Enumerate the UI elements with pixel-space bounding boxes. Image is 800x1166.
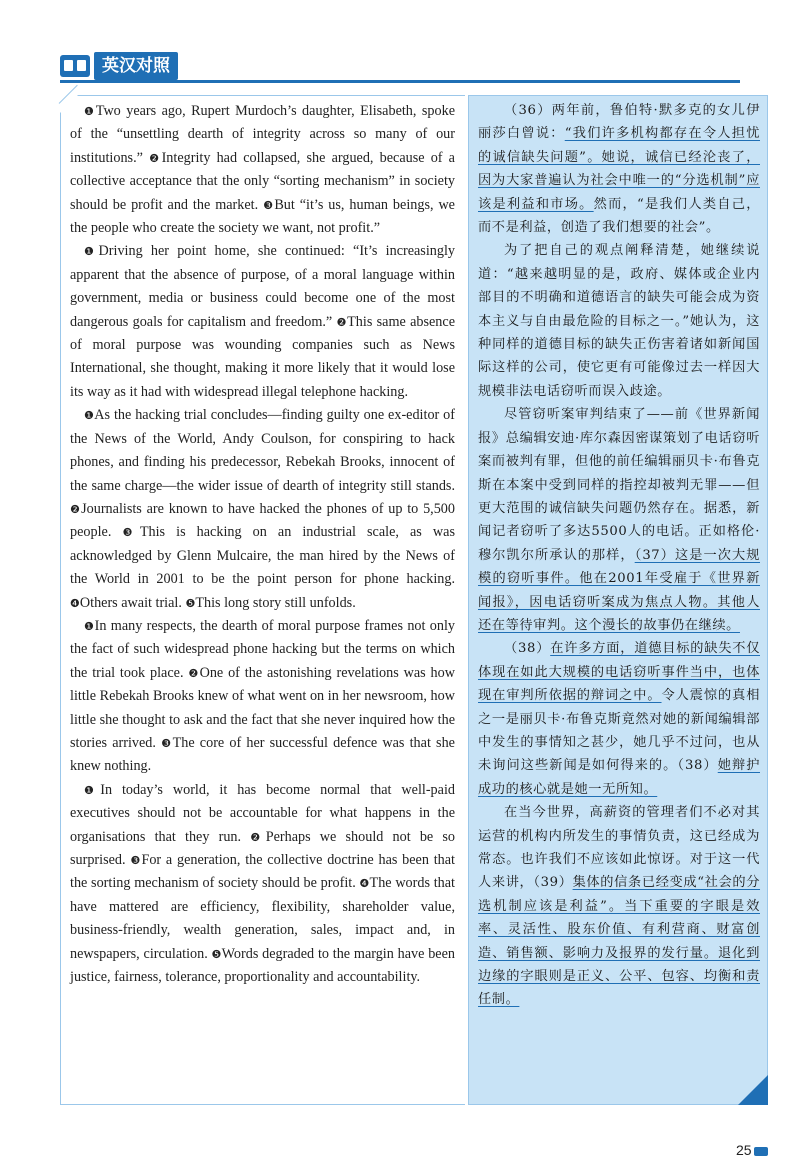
sentence: Integrity had collapsed, she argued, because of a collective acceptance that the only “sorting mechanism” in society should be profit and the market. — [70, 149, 455, 213]
sentence-number: ❷ — [336, 315, 348, 329]
chinese-paragraph — [478, 239, 760, 403]
sentence-number: ❺ — [185, 596, 196, 610]
sentence: For a generation, the collective doctrine has been that the sorting mechanism of society should be profit. — [70, 852, 455, 892]
sentence-number: ❶ — [84, 409, 95, 423]
cn-segment: 为了把自己的观点阐释清楚，她继续说道：“越来越明显的是，政府、媒体或企业内部目的不明确和道德语言的缺失可能会成为资本主义与自由最危险的目标之一。”她认为，这种同样的道德目标的缺失正伤害着诸如新闻国际这样的公司，使它更有可能像过去一样因大规模非法电话窃听而误入歧途。 — [478, 243, 760, 399]
english-paragraph — [70, 779, 455, 990]
sentence: One of the astonishing revelations was how little Rebekah Brooks knew of what went on in her newsroom, how little she thought to ask and the fact that she never inquired how the stories arrived. — [70, 664, 455, 751]
sentence-number: ❷ — [149, 151, 162, 165]
english-paragraph — [70, 100, 455, 240]
section-title: 英汉对照 — [94, 52, 178, 80]
cn-segment: 尽管窃听案审判结束了——前《世界新闻报》总编辑安迪·库尔森因密谋策划了电话窃听案而被判有罪，但他的前任编辑丽贝卡·布鲁克斯在本案中受到同样的指控却被判无罪——但更大范围的诚信缺失问题仍然存在。据悉，新闻记者窃听了多达5500人的电话。正如格伦·穆尔凯尔所承认的那样， — [478, 407, 760, 563]
cn-segment: 令人震惊的真相之一是丽贝卡·布鲁克斯竟然对她的新闻编辑部中发生的事情知之甚少，她几乎不过问，也从未询问这些新闻是如何得来的。（38） — [478, 688, 760, 774]
sentence-number: ❶ — [84, 105, 96, 118]
sentence: In many respects, the dearth of moral purpose frames not only the fact of such widespread phone hacking but the terms on which the trial took place. — [70, 617, 455, 681]
cn-segment: （38） — [504, 641, 551, 657]
sentence-number: ❹ — [359, 877, 370, 891]
book-icon — [60, 55, 90, 77]
chinese-paragraph — [478, 99, 760, 239]
sentence-number: ❸ — [122, 526, 140, 540]
sentence-number: ❸ — [130, 854, 142, 867]
cn-segment: 在当今世界，高薪资的管理者们不必对其运营的机构内所发生的事情负责，这已经成为常态。也许我们不应该如此惊讶。对于这一代人来讲，（39） — [478, 805, 760, 891]
sentence: The words that have mattered are efficiency, flexibility, shareholder value, business-friendly, wealth generation, sales, impact and, in newspapers, circulation. — [70, 875, 455, 962]
sentence: In today’s world, it has become normal that well-paid executives should not be accountable for what happens in the organisations that they run. — [70, 781, 455, 845]
header-rule — [60, 80, 740, 83]
english-paragraph — [70, 615, 455, 779]
section-header — [60, 52, 178, 80]
cn-underlined-segment: “我们许多机构都存在令人担忧的诚信缺失问题”。她说，诚信已经沦丧了，因为大家普遍认为社会中唯一的“分选机制”应该是利益和市场。 — [478, 126, 760, 212]
sentence-number: ❺ — [211, 947, 222, 961]
page-fold-corner — [738, 1075, 768, 1105]
sentence: The core of her successful defence was that she knew nothing. — [70, 734, 455, 775]
sentence: Driving her point home, she continued: “It’s increasingly apparent that the absence of purpose, of a moral language within government, media or business could become one of the most dangerous goals for capitalism and freedom.” — [70, 243, 455, 330]
chinese-paragraph — [478, 801, 760, 1012]
chinese-paragraph — [478, 637, 760, 801]
sentence-number: ❶ — [84, 619, 95, 633]
sentence: Words degraded to the margin have been justice, fairness, tolerance, proportionality and accountability. — [70, 945, 455, 986]
book-icon — [754, 1147, 768, 1156]
sentence-number: ❶ — [84, 245, 99, 259]
page-number — [736, 1142, 768, 1158]
english-text — [70, 100, 455, 989]
sentence: This same absence of moral purpose was wounding companies such as News International, she thought, making it more likely that it would lose its way as it had with widespread illegal telephone hacking. — [70, 313, 455, 400]
sentence-number: ❸ — [263, 198, 275, 212]
sentence: As the hacking trial concludes—finding guilty one ex-editor of the News of the World, Andy Coulson, for conspiring to hack phones, and finding his predecessor, Rebekah Brooks, innocent of the same charge—the wider issue of dearth of integrity still stands. — [70, 407, 455, 494]
sentence-number: ❸ — [161, 736, 173, 750]
sentence: This long story still unfolds. — [195, 594, 356, 611]
cn-underlined-segment: 她辩护成功的核心就是她一无所知。 — [478, 758, 760, 797]
sentence: Two years ago, Rupert Murdoch’s daughter, Elisabeth, spoke of the “unsettling dearth of integrity across so many of our institutions.” — [70, 103, 455, 166]
sentence-number: ❷ — [70, 502, 82, 516]
page-number-text: 25 — [736, 1142, 752, 1158]
sentence: But “it’s us, human beings, we the people who create the society we want, not profit.” — [70, 196, 455, 237]
chinese-text — [478, 99, 760, 1012]
sentence-number: ❷ — [250, 830, 266, 844]
cn-underlined-segment: 集体的信条已经变成“社会的分选机制应该是利益”。当下重要的字眼是效率、灵活性、股东价值、有利营商、财富创造、销售额、影响力及报界的发行量。退化到边缘的字眼则是正义、公平、包容、均衡和责任制。 — [478, 875, 761, 1008]
sentence: Perhaps we should not be so surprised. — [70, 828, 455, 868]
sentence-number: ❹ — [70, 596, 80, 610]
sentence: This is hacking on an industrial scale, as was acknowledged by Glenn Mulcaire, the man hired by the News of the World in 2001 to be the point person for phone hacking. — [70, 524, 455, 588]
sentence-number: ❶ — [84, 783, 101, 797]
cn-segment: 然而，“是我们人类自己，而不是利益，创造了我们想要的社会”。 — [478, 196, 760, 236]
sentence: Journalists are known to have hacked the phones of up to 5,500 people. — [70, 500, 455, 541]
cn-underlined-segment: 在许多方面，道德目标的缺失不仅体现在如此大规模的电话窃听事件当中，也体现在审判所依据的辩词之中。 — [478, 641, 760, 704]
sentence: Others await trial. — [79, 594, 186, 611]
english-paragraph — [70, 240, 455, 404]
english-paragraph — [70, 404, 455, 615]
cn-segment: （36）两年前，鲁伯特·默多克的女儿伊丽莎白曾说： — [478, 103, 760, 142]
cn-underlined-segment: （37）这是一次大规模的窃听事件。他在2001年受雇于《世界新闻报》，因电话窃听案成为焦点人物。其他人还在等待审判。这个漫长的故事仍在继续。 — [478, 547, 760, 633]
sentence-number: ❷ — [188, 666, 200, 680]
chinese-paragraph — [478, 403, 760, 637]
